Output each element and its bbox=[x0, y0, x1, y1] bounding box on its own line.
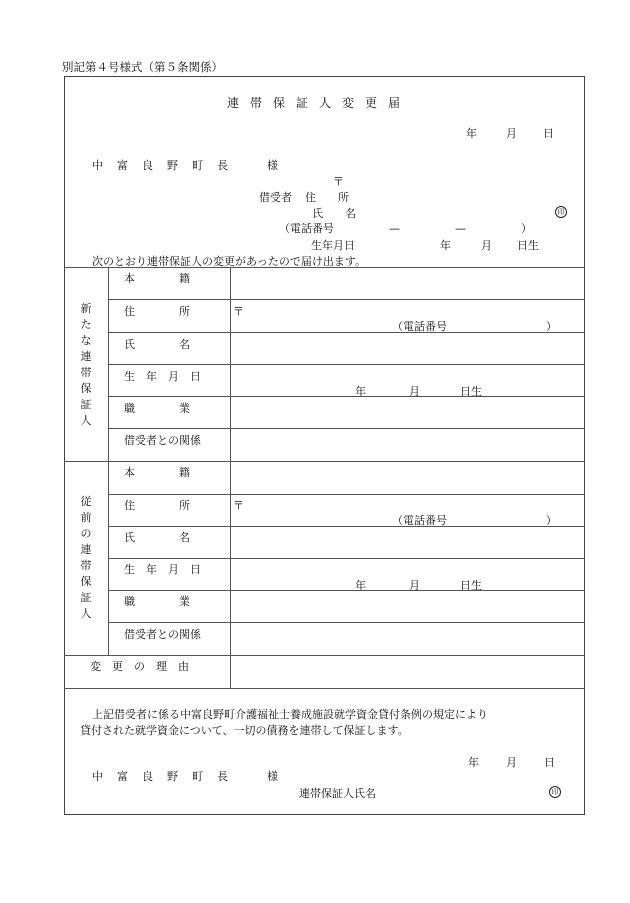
borrower-birth-label: 生年月日 bbox=[311, 239, 355, 252]
decl-date-day: 日 bbox=[544, 756, 555, 769]
group-divider bbox=[64, 461, 585, 462]
borrower-address-label: 住 所 bbox=[305, 191, 349, 204]
date-month: 月 bbox=[506, 127, 517, 140]
row-divider bbox=[108, 428, 585, 429]
borrower-birth-day: 日生 bbox=[517, 239, 539, 252]
old-birth-label: 生 年 月 日 bbox=[124, 563, 201, 576]
old-domicile-label: 本 籍 bbox=[124, 466, 190, 479]
form-number-label: 別記第４号様式（第５条関係） bbox=[62, 60, 223, 74]
old-birth-day: 日生 bbox=[460, 579, 482, 592]
addressee: 中富良野町長 様 bbox=[92, 159, 292, 172]
reason-label: 変 更 の 理 由 bbox=[90, 660, 189, 673]
new-birth-month: 月 bbox=[409, 385, 420, 398]
borrower-name-label: 氏 名 bbox=[312, 207, 356, 220]
old-birth-month: 月 bbox=[409, 579, 420, 592]
new-birth-label: 生 年 月 日 bbox=[124, 370, 201, 383]
intro-text: 次のとおり連帯保証人の変更があったので届け出ます。 bbox=[92, 255, 367, 268]
form-title: 連帯保証人変更届 bbox=[227, 96, 412, 110]
guarantor-name-label: 連帯保証人氏名 bbox=[299, 787, 376, 800]
reason-bottom-border bbox=[64, 688, 585, 689]
row-divider bbox=[108, 396, 585, 397]
table-top-border bbox=[64, 267, 585, 268]
new-postal-mark: 〒 bbox=[233, 305, 244, 318]
new-birth-day: 日生 bbox=[460, 385, 482, 398]
new-name-label: 氏 名 bbox=[124, 338, 190, 351]
decl-seal-icon: 印 bbox=[549, 786, 561, 798]
old-phone: （電話番号 ） bbox=[392, 514, 557, 527]
old-occupation-label: 職 業 bbox=[124, 595, 190, 608]
date-year: 年 bbox=[466, 127, 477, 140]
reason-top-border bbox=[64, 655, 585, 656]
declaration-line-1: 上記借受者に係る中富良野町介護福祉士養成施設就学資金貸付条例の規定により bbox=[92, 708, 488, 721]
new-guarantor-group-label: 新たな連帯保証人 bbox=[80, 302, 92, 427]
old-address-label: 住 所 bbox=[124, 499, 190, 512]
decl-date-month: 月 bbox=[506, 756, 517, 769]
borrower-birth-year: 年 bbox=[440, 239, 451, 252]
row-divider bbox=[108, 299, 585, 300]
new-phone: （電話番号 ） bbox=[392, 320, 557, 333]
postal-mark: 〒 bbox=[333, 175, 344, 188]
seal-icon: 印 bbox=[555, 206, 567, 218]
decl-addressee: 中富良野町長 様 bbox=[92, 770, 292, 783]
row-divider bbox=[108, 494, 585, 495]
row-divider bbox=[108, 558, 585, 559]
label-column-divider bbox=[230, 267, 231, 688]
old-birth-year: 年 bbox=[355, 579, 366, 592]
old-postal-mark: 〒 bbox=[233, 499, 244, 512]
borrower-phone: （電話番号 — — ） bbox=[279, 222, 532, 235]
declaration-line-2: 貸付された就学資金について、一切の債務を連帯して保証します。 bbox=[80, 724, 409, 737]
new-relation-label: 借受者との関係 bbox=[124, 434, 201, 447]
new-birth-year: 年 bbox=[355, 385, 366, 398]
old-guarantor-group-label: 従前の連帯保証人 bbox=[80, 495, 92, 620]
row-divider bbox=[108, 364, 585, 365]
row-divider bbox=[108, 622, 585, 623]
new-domicile-label: 本 籍 bbox=[124, 272, 190, 285]
new-address-label: 住 所 bbox=[124, 305, 190, 318]
row-divider bbox=[108, 590, 585, 591]
borrower-birth-month: 月 bbox=[481, 239, 492, 252]
date-day: 日 bbox=[543, 127, 554, 140]
new-occupation-label: 職 業 bbox=[124, 402, 190, 415]
old-name-label: 氏 名 bbox=[124, 531, 190, 544]
borrower-label: 借受者 bbox=[259, 191, 292, 204]
old-relation-label: 借受者との関係 bbox=[124, 628, 201, 641]
group-column-divider bbox=[108, 267, 109, 655]
decl-date-year: 年 bbox=[468, 756, 479, 769]
